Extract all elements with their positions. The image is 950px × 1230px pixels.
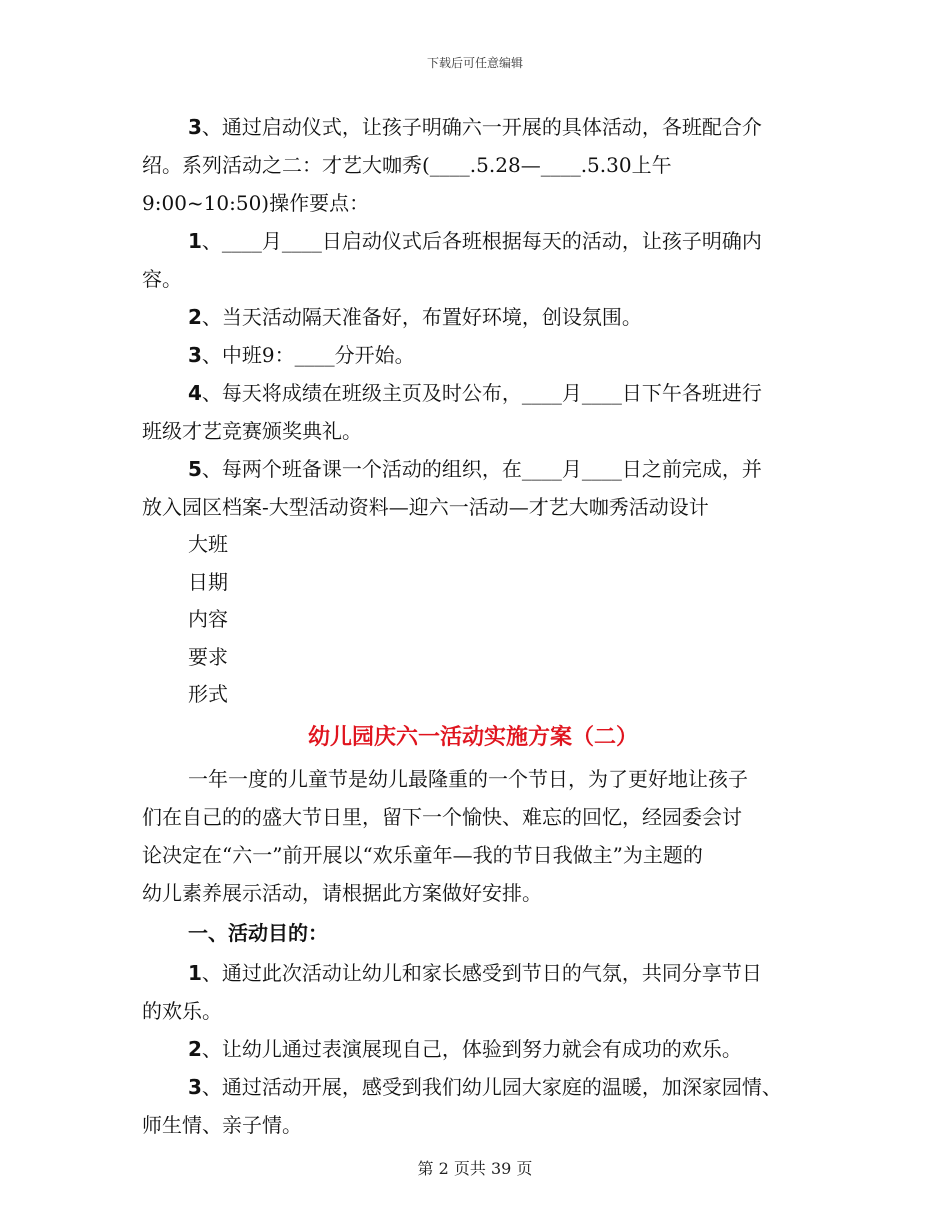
paragraph-text: 、通过活动开展，感受到我们幼儿园大家庭的温暖，加深家园情、 bbox=[201, 1074, 782, 1099]
item-number: 3 bbox=[188, 343, 202, 367]
paragraph-continuation: 放入园区档案-大型活动资料—迎六一活动—才艺大咖秀活动设计 bbox=[142, 495, 709, 519]
goal-2 bbox=[142, 1030, 832, 1068]
paragraph-step-3 bbox=[142, 108, 832, 146]
page-footer: 第 2 页共 39 页 bbox=[417, 1159, 533, 1178]
paragraph-continuation: 容。 bbox=[142, 267, 182, 291]
item-number: 3 bbox=[188, 1074, 202, 1099]
item-number: 3 bbox=[188, 115, 202, 139]
document-body bbox=[142, 108, 832, 1144]
paragraph-text: 、让幼儿通过表演展现自己，体验到努力就会有成功的欢乐。 bbox=[201, 1036, 742, 1061]
paragraph-continuation: 班级才艺竞赛颁奖典礼。 bbox=[142, 419, 362, 443]
item-number: 1 bbox=[188, 960, 202, 985]
intro-continuation: 们在自己的的盛大节日里，留下一个愉快、难忘的回忆，经园委会讨 bbox=[142, 804, 742, 829]
label-class: 大班 bbox=[188, 532, 228, 556]
paragraph-text: 、每天将成绩在班级主页及时公布，____月____日下午各班进行 bbox=[201, 381, 762, 405]
paragraph-point-2 bbox=[142, 298, 832, 336]
label-requirement: 要求 bbox=[188, 644, 228, 669]
header-note: 下载后可任意编辑 bbox=[426, 56, 523, 70]
intro-continuation: 论决定在“六一”前开展以“欢乐童年—我的节日我做主”为主题的 bbox=[142, 842, 703, 867]
intro-paragraph: 一年一度的儿童节是幼儿最隆重的一个节日，为了更好地让孩子 bbox=[188, 766, 748, 791]
section-title: 幼儿园庆六一活动实施方案（二） bbox=[307, 724, 638, 750]
label-content: 内容 bbox=[188, 607, 228, 631]
paragraph-point-4 bbox=[142, 374, 832, 412]
heading-activity-goals: 一、活动目的： bbox=[188, 920, 328, 945]
paragraph-text: 、____月____日启动仪式后各班根据每天的活动，让孩子明确内 bbox=[201, 229, 762, 253]
item-number: 2 bbox=[188, 305, 202, 329]
paragraph-text: 、中班9：____分开始。 bbox=[201, 343, 415, 367]
paragraph-text: 、通过启动仪式，让孩子明确六一开展的具体活动，各班配合介 bbox=[201, 115, 762, 139]
paragraph-point-1 bbox=[142, 222, 832, 260]
item-number: 5 bbox=[188, 457, 202, 481]
paragraph-text: 、通过此次活动让幼儿和家长感受到节日的气氛，共同分享节日 bbox=[201, 960, 762, 985]
goal-1 bbox=[142, 954, 832, 992]
paragraph-point-3 bbox=[142, 336, 832, 374]
item-number: 4 bbox=[188, 381, 202, 405]
goal-continuation: 师生情、亲子情。 bbox=[142, 1112, 302, 1137]
goal-3 bbox=[142, 1068, 832, 1106]
paragraph-continuation: 9:00~10:50)操作要点： bbox=[142, 191, 370, 215]
goal-continuation: 的欢乐。 bbox=[142, 998, 222, 1023]
item-number: 2 bbox=[188, 1036, 202, 1061]
label-date: 日期 bbox=[188, 569, 228, 594]
intro-continuation: 幼儿素养展示活动，请根据此方案做好安排。 bbox=[142, 880, 542, 905]
paragraph-continuation: 绍。系列活动之二：才艺大咖秀(____.5.28—____.5.30上午 bbox=[142, 153, 672, 177]
item-number: 1 bbox=[188, 229, 202, 253]
paragraph-point-5 bbox=[142, 450, 832, 488]
paragraph-text: 、每两个班备课一个活动的组织，在____月____日之前完成，并 bbox=[201, 457, 762, 481]
paragraph-text: 、当天活动隔天准备好，布置好环境，创设氛围。 bbox=[201, 305, 642, 329]
label-format: 形式 bbox=[188, 682, 228, 706]
